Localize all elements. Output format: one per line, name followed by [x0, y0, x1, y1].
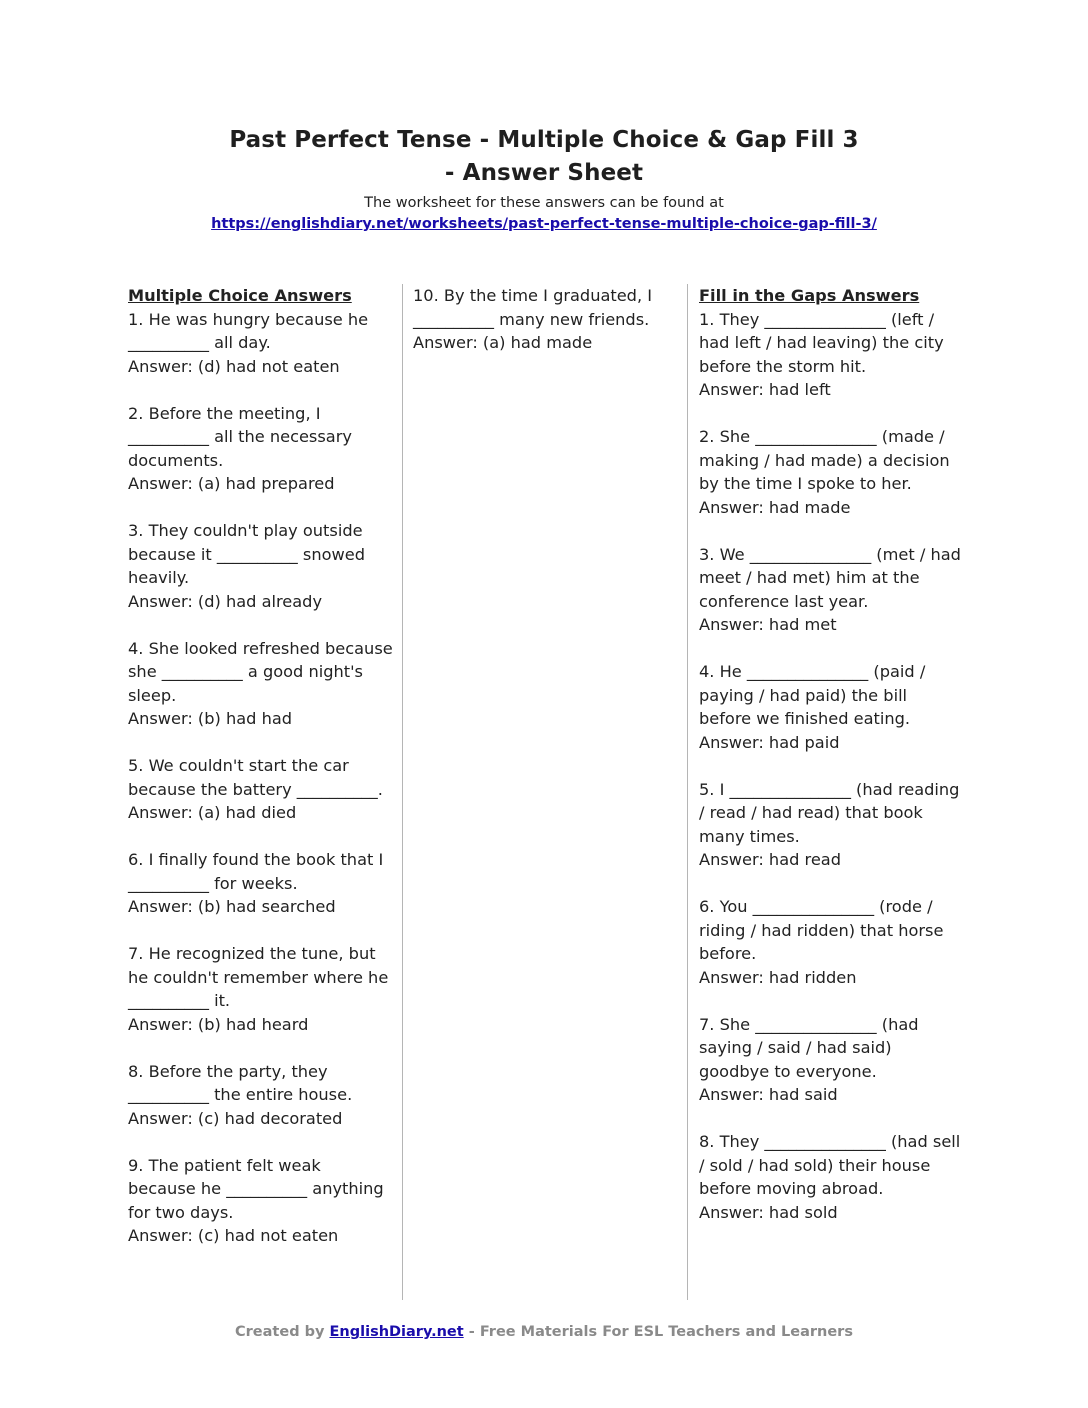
gap-answer: Answer: had ridden: [699, 967, 857, 987]
footer-suffix: - Free Materials For ESL Teachers and Learners: [468, 1324, 853, 1340]
mc-question: 7. He recognized the tune, but he couldn't remember where he __________ it.: [128, 944, 389, 1010]
footer-link[interactable]: EnglishDiary.net: [329, 1324, 464, 1340]
mc-question: 8. Before the party, they __________ the entire house.: [128, 1061, 353, 1104]
gap-question: 5. I _______________ (had reading / read / had read) that book many times.: [699, 779, 960, 846]
mc-question: 4. She looked refreshed because she __________ a good night's sleep.: [128, 638, 393, 705]
gap-item-2: [699, 425, 961, 519]
mc-question: 2. Before the meeting, I __________ all the necessary documents.: [128, 403, 352, 470]
mc-answer: Answer: (a) had prepared: [128, 474, 335, 493]
gap-answer: Answer: had read: [699, 850, 841, 869]
gap-question: 1. They _______________ (left / had left / had leaving) the city before the storm hit.: [699, 309, 944, 376]
gap-item-5: [699, 778, 961, 872]
mc-answer: Answer: (b) had searched: [128, 897, 336, 916]
gap-item-7: [699, 1013, 961, 1107]
gap-answer: Answer: had made: [699, 497, 851, 517]
worksheet-link[interactable]: https://englishdiary.net/worksheets/past-perfect-tense-multiple-choice-gap-fill-3/: [211, 216, 877, 232]
footer-prefix: Created by: [235, 1324, 325, 1340]
gap-item-3: [699, 543, 961, 637]
gap-answer: Answer: had sold: [699, 1202, 838, 1222]
mc-item-6: [128, 848, 393, 919]
title-line-2: - Answer Sheet: [444, 160, 644, 186]
column-divider-left: [402, 284, 403, 1300]
gap-item-4: [699, 660, 961, 754]
gap-item-6: [699, 895, 961, 989]
multiple-choice-continued-column: [413, 284, 675, 355]
mc-question: 10. By the time I graduated, I __________ many new friends.: [413, 286, 653, 329]
mc-item-1: [128, 308, 393, 379]
gap-question: 8. They _______________ (had sell / sold / had sold) their house before moving abroad.: [699, 1132, 961, 1198]
mc-answer: Answer: (b) had had: [128, 709, 293, 728]
subtitle: The worksheet for these answers can be found at: [364, 195, 724, 211]
fill-gaps-heading: Fill in the Gaps Answers: [699, 286, 920, 305]
gap-question: 6. You _______________ (rode / riding / had ridden) that horse before.: [699, 897, 944, 963]
gap-answer: Answer: had paid: [699, 732, 840, 752]
mc-item-4: [128, 637, 393, 731]
mc-item-10: [413, 284, 675, 355]
mc-answer: Answer: (d) had already: [128, 591, 323, 611]
gap-question: 2. She _______________ (made / making / had made) a decision by the time I spoke to her.: [699, 427, 950, 493]
title-line-1: Past Perfect Tense - Multiple Choice & Gap Fill 3: [229, 127, 859, 153]
mc-item-3: [128, 519, 393, 613]
gap-question: 7. She _______________ (had saying / said / had said) goodbye to everyone.: [699, 1014, 919, 1081]
fill-gaps-column: [699, 284, 961, 1224]
mc-item-9: [128, 1154, 393, 1248]
column-divider-right: [687, 284, 688, 1300]
mc-item-8: [128, 1060, 393, 1131]
mc-answer: Answer: (b) had heard: [128, 1014, 309, 1034]
mc-answer: Answer: (d) had not eaten: [128, 356, 340, 376]
mc-item-7: [128, 942, 393, 1036]
gap-question: 4. He _______________ (paid / paying / had paid) the bill before we finished eating.: [699, 662, 926, 728]
mc-question: 3. They couldn't play outside because it __________ snowed heavily.: [128, 521, 365, 587]
mc-question: 6. I finally found the book that I __________ for weeks.: [128, 850, 384, 893]
mc-answer: Answer: (c) had not eaten: [128, 1226, 339, 1245]
gap-item-1: [699, 308, 961, 402]
mc-answer: Answer: (c) had decorated: [128, 1108, 343, 1128]
multiple-choice-column: [128, 284, 393, 1248]
gap-answer: Answer: had met: [699, 615, 837, 634]
gap-question: 3. We _______________ (met / had meet / had met) him at the conference last year.: [699, 544, 961, 611]
gap-answer: Answer: had said: [699, 1085, 838, 1104]
mc-question: 5. We couldn't start the car because the battery __________.: [128, 756, 383, 799]
mc-answer: Answer: (a) had made: [413, 333, 593, 352]
mc-answer: Answer: (a) had died: [128, 803, 297, 822]
mc-question: 9. The patient felt weak because he __________ anything for two days.: [128, 1155, 384, 1222]
mc-item-5: [128, 754, 393, 825]
page-title: [0, 124, 1088, 190]
gap-answer: Answer: had left: [699, 380, 831, 399]
gap-item-8: [699, 1130, 961, 1224]
footer: [0, 1322, 1088, 1342]
mc-question: 1. He was hungry because he __________ all day.: [128, 309, 369, 352]
mc-item-2: [128, 402, 393, 496]
multiple-choice-heading: Multiple Choice Answers: [128, 286, 352, 305]
